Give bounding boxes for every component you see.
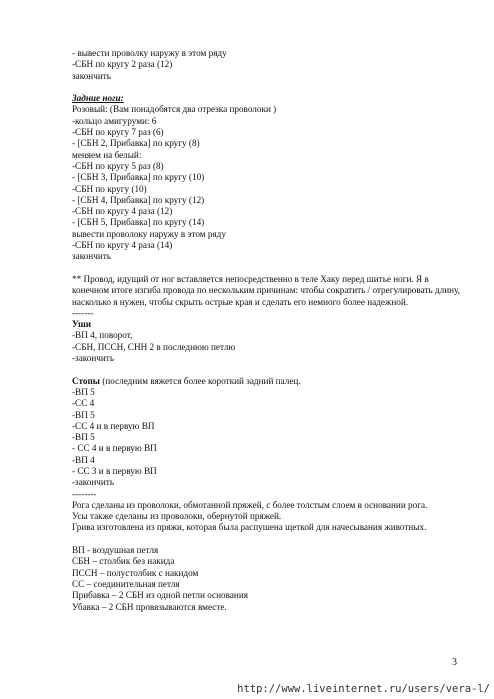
text-line: -СБН по кругу 4 раза (14) — [72, 240, 173, 251]
legend-item: ПССН – полустолбик с накидом — [72, 567, 199, 578]
separator: ------- — [72, 307, 94, 318]
text-line: - [СБН 2, Прибавка] по кругу (8) — [72, 138, 200, 149]
text-line: -ВП 5 — [72, 386, 95, 397]
spacer — [72, 263, 464, 274]
spacer — [72, 534, 464, 545]
text-line: -СБН по кругу 7 раз (6) — [72, 127, 164, 138]
spacer — [72, 364, 464, 375]
watermark-url: http://www.liveinternet.ru/users/vera-l/ — [237, 683, 490, 695]
page-number: 3 — [452, 657, 457, 668]
legend-item: СБН – столбик без накида — [72, 556, 175, 567]
spacer — [72, 82, 464, 93]
text-line: - [СБН 3, Прибавка] по кругу (10) — [72, 172, 205, 183]
text-line: -ВП 4, поворот, — [72, 330, 133, 341]
document-page — [72, 48, 464, 613]
text-line: - СС 4 и в первую ВП — [72, 443, 157, 454]
text-line: -СС 4 и в первую ВП — [72, 420, 155, 431]
hind-legs-section — [72, 93, 464, 262]
ears-section — [72, 319, 464, 364]
text-line: Розовый: (Вам понадобятся два отрезка проволоки ) — [72, 104, 277, 115]
section-heading-note: (последним вяжется более короткий задний палец. — [99, 375, 301, 386]
feet-section — [72, 376, 464, 500]
note-paragraph: ** Провод, идущий от ног вставляется непосредственно в теле Хаку перед шитье ноги. Я в конечном итоге изгиба провода по нескольким причинам: чтобы сократить / отрегулировать длину, насколько я нужен, чтобы скрыть острые края и сделать его немного более надежной. — [72, 273, 460, 307]
section-heading: Уши — [72, 319, 92, 330]
text-line: -ВП 5 — [72, 409, 95, 420]
text-line: -СБН по кругу (10) — [72, 183, 147, 194]
text-line: закончить — [72, 70, 111, 81]
text-line: -ВП 5 — [72, 432, 95, 443]
text-line: -СС 4 — [72, 398, 95, 409]
legend-section — [72, 545, 464, 613]
text-line: вывести проволоку наружу в этом ряду — [72, 228, 226, 239]
section-top — [72, 48, 464, 82]
text-line: -закончить — [72, 353, 115, 364]
legend-item: Убавка – 2 СБН провязываются вместе. — [72, 601, 227, 612]
legend-item: Прибавка – 2 СБН из одной петли основания — [72, 590, 248, 601]
text-line: Грива изготовлена из пряжи, которая была распушена щеткой для начесывания животных. — [72, 522, 427, 533]
text-line: закончить — [72, 251, 111, 262]
text-line: -СБН по кругу 2 раза (12) — [72, 59, 173, 70]
text-line: -СБН по кругу 4 раза (12) — [72, 206, 173, 217]
text-line: - [СБН 5, Прибавка] по кругу (14) — [72, 217, 205, 228]
section-heading-line — [72, 376, 464, 387]
text-line: Рога сделаны из проволоки, обмотанной пряжей, с более толстым слоем в основании рога. — [72, 499, 428, 510]
legend-item: СС – соединительная петля — [72, 578, 180, 589]
text-line: -СБН по кругу 5 раз (8) — [72, 160, 164, 171]
text-line: -кольцо амигуруми: 6 — [72, 115, 157, 126]
text-line: -СБН, ПССН, СНН 2 в последнюю петлю — [72, 341, 236, 352]
extras-section — [72, 500, 464, 534]
text-line: меняем на белый: — [72, 149, 142, 160]
text-line: - [СБН 4, Прибавка] по кругу (12) — [72, 194, 205, 205]
section-heading: Задние ноги: — [72, 93, 124, 104]
text-line: -ВП 4 — [72, 454, 95, 465]
text-line: - вывести проволку наружу в этом ряду — [72, 48, 227, 58]
text-line: -закончить — [72, 477, 115, 488]
text-line: - СС 3 и в первую ВП — [72, 465, 157, 476]
separator: -------- — [72, 488, 97, 499]
legend-item: ВП - воздушная петля — [72, 545, 159, 556]
section-heading: Стопы — [72, 375, 100, 386]
text-line: Усы также сделаны из проволоки, обернутой пряжей. — [72, 511, 282, 522]
note-section — [72, 274, 464, 319]
